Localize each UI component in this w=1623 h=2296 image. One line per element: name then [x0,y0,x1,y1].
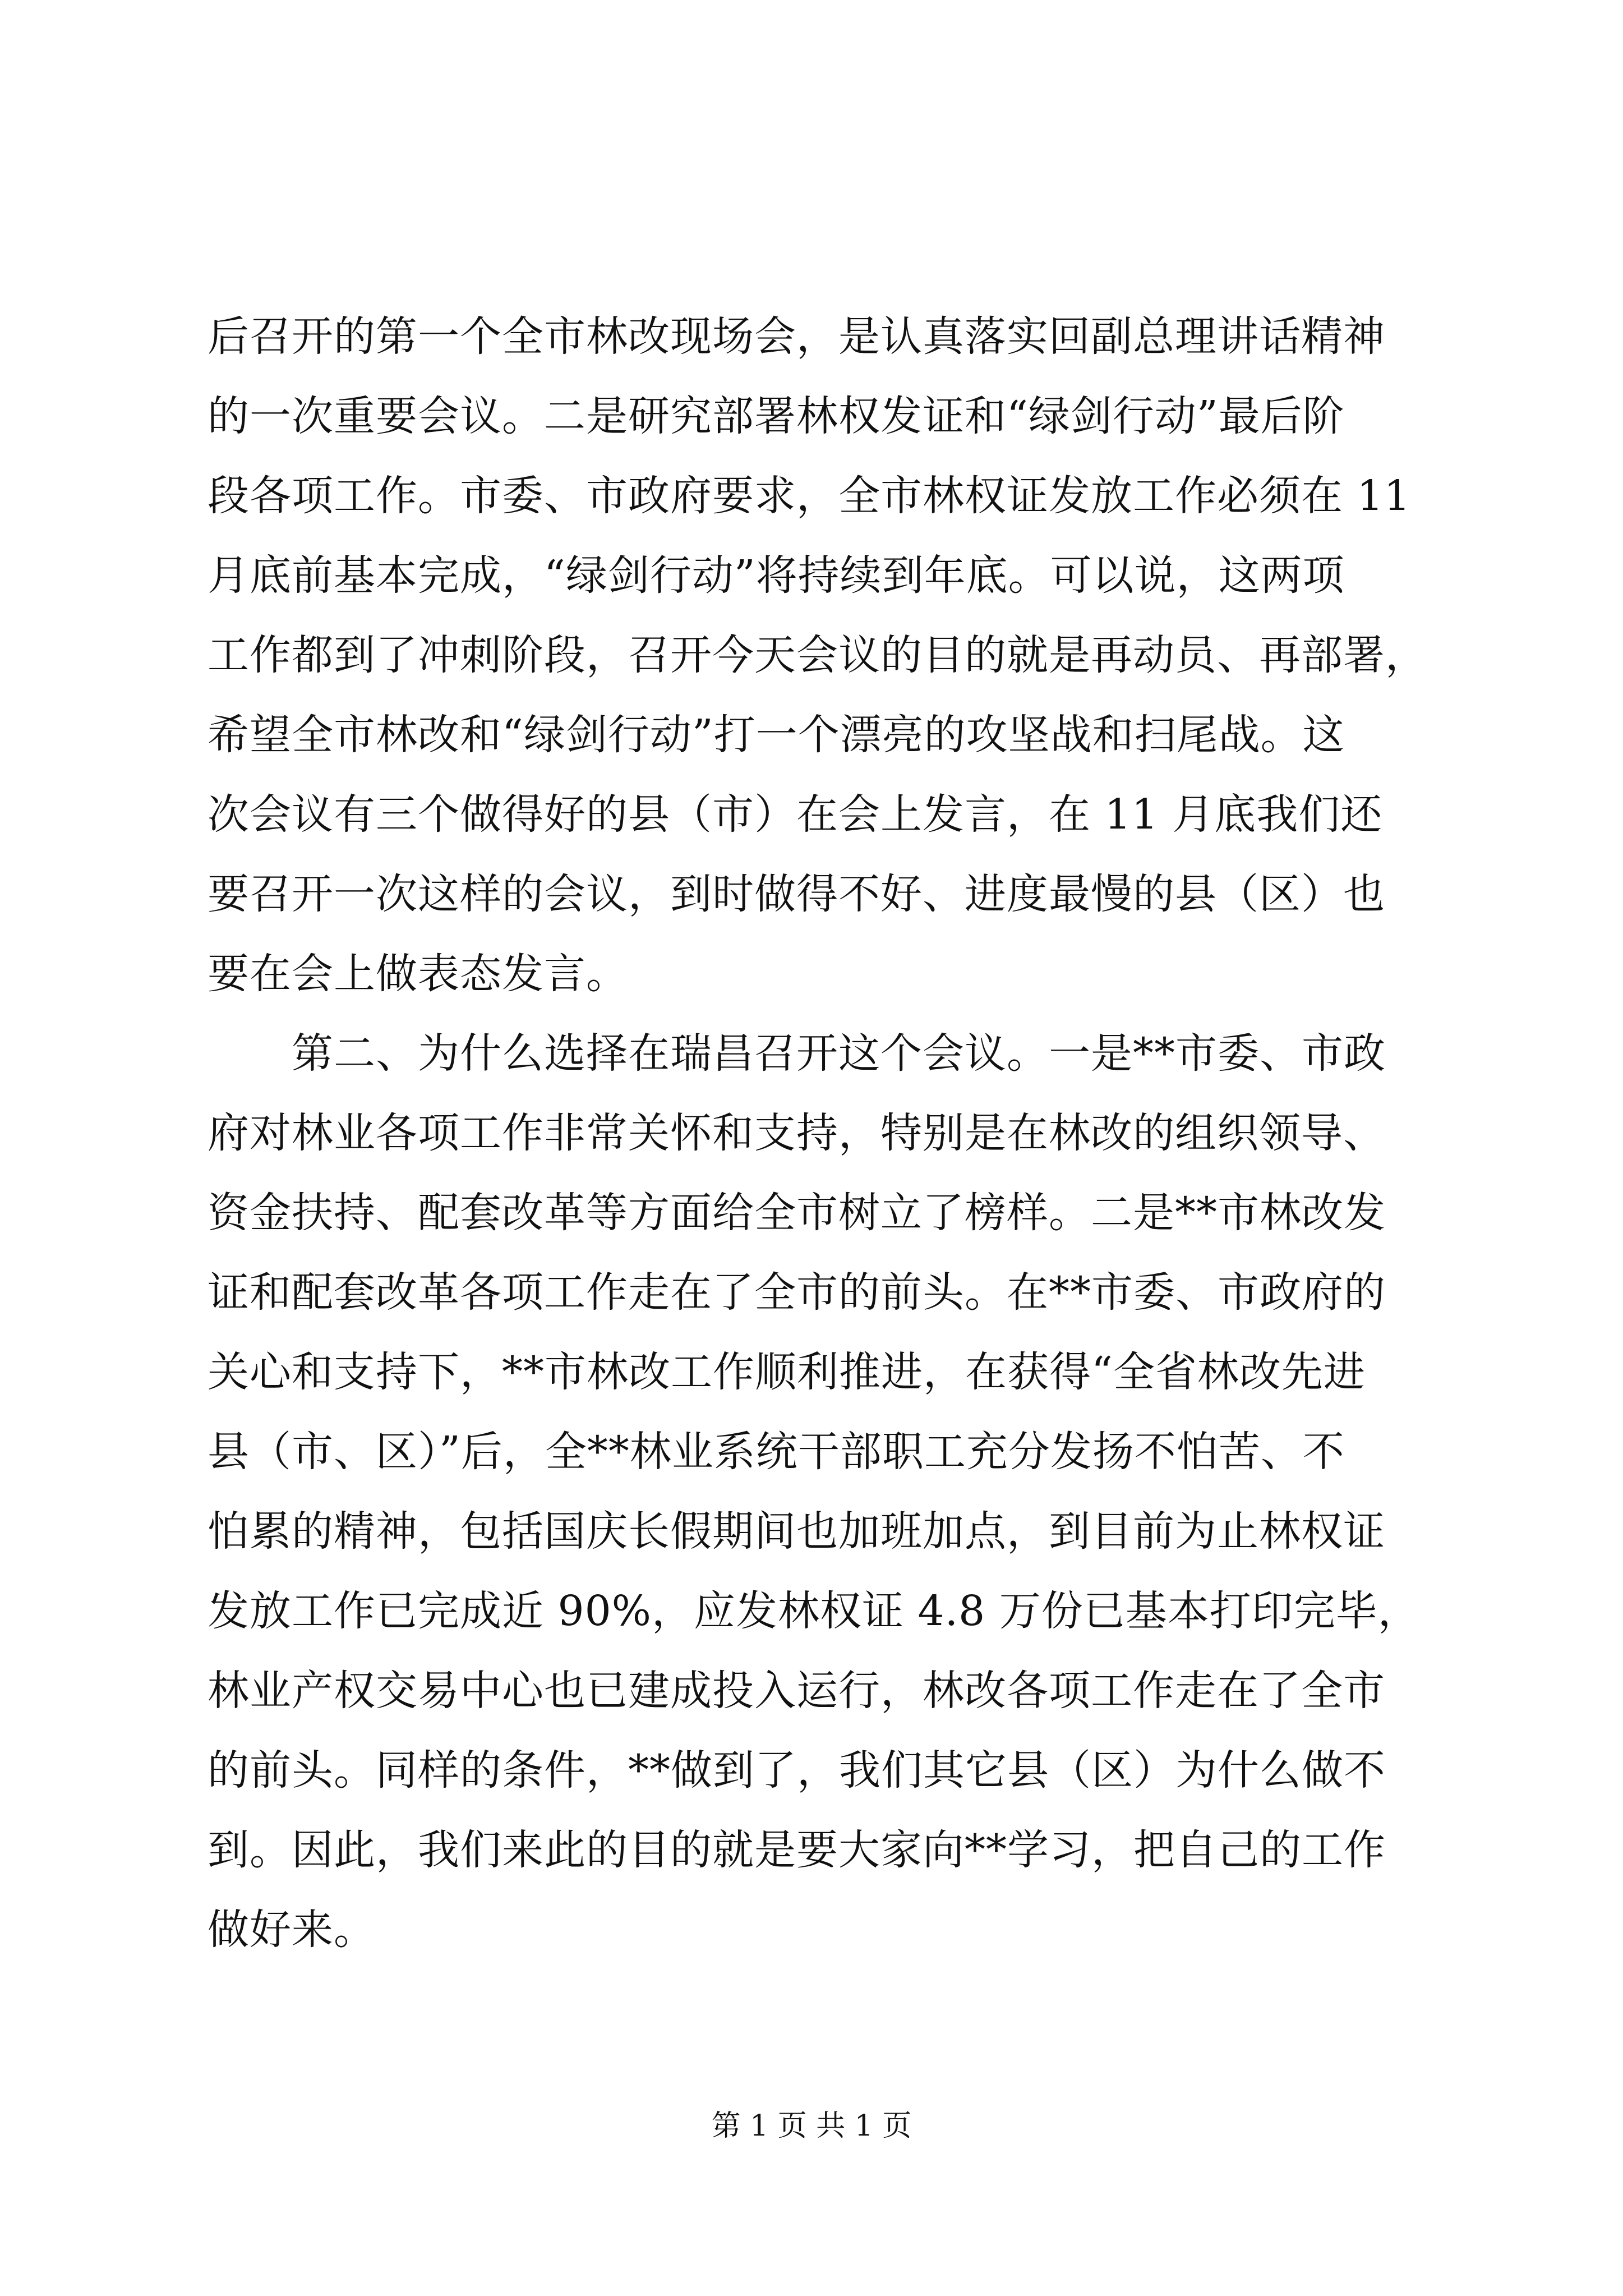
text-line: 次会议有三个做得好的县（市）在会上发言，在 11 月底我们还 [208,790,1383,839]
text-line: 县（市、区）”后，全**林业系统干部职工充分发扬不怕苦、不 [208,1428,1345,1476]
text-line: 到。因此，我们来此的目的就是要大家向**学习，把自己的工作 [208,1826,1386,1874]
text-line: 后召开的第一个全市林改现场会，是认真落实回副总理讲话精神 [208,312,1385,361]
text-line: 资金扶持、配套改革等方面给全市树立了榜样。二是**市林改发 [208,1189,1386,1237]
text-line: 的一次重要会议。二是研究部署林权发证和“绿剑行动”最后阶 [208,392,1345,440]
text-line: 怕累的精神，包括国庆长假期间也加班加点，到目前为止林权证 [208,1507,1385,1556]
text-line: 月底前基本完成，“绿剑行动”将持续到年底。可以说，这两项 [208,551,1345,600]
text-line: 关心和支持下，**市林改工作顺利推进，在获得“全省林改先进 [208,1348,1366,1396]
text-line: 段各项工作。市委、市政府要求，全市林权证发放工作必须在 11 [208,472,1411,520]
text-line: 府对林业各项工作非常关怀和支持，特别是在林改的组织领导、 [208,1109,1385,1157]
text-line: 工作都到了冲刺阶段，召开今天会议的目的就是再动员、再部署， [208,631,1427,679]
page-footer: 第 1 页 共 1 页 [711,2109,912,2143]
text-line: 林业产权交易中心也已建成投入运行，林改各项工作走在了全市 [208,1667,1385,1715]
text-line: 要召开一次这样的会议，到时做得不好、进度最慢的县（区）也 [208,870,1385,918]
text-line: 做好来。 [208,1906,376,1954]
text-line: 证和配套改革各项工作走在了全市的前头。在**市委、市政府的 [208,1268,1386,1317]
text-line: 要在会上做表态发言。 [208,950,628,998]
text-line: 的前头。同样的条件，**做到了，我们其它县（区）为什么做不 [208,1746,1386,1795]
text-line: 发放工作已完成近 90%，应发林权证 4.8 万份已基本打印完毕， [208,1587,1420,1635]
paragraph-first-line: 第二、为什么选择在瑞昌召开这个会议。一是**市委、市政 [292,1029,1386,1078]
text-line: 希望全市林改和“绿剑行动”打一个漂亮的攻坚战和扫尾战。这 [208,711,1345,759]
